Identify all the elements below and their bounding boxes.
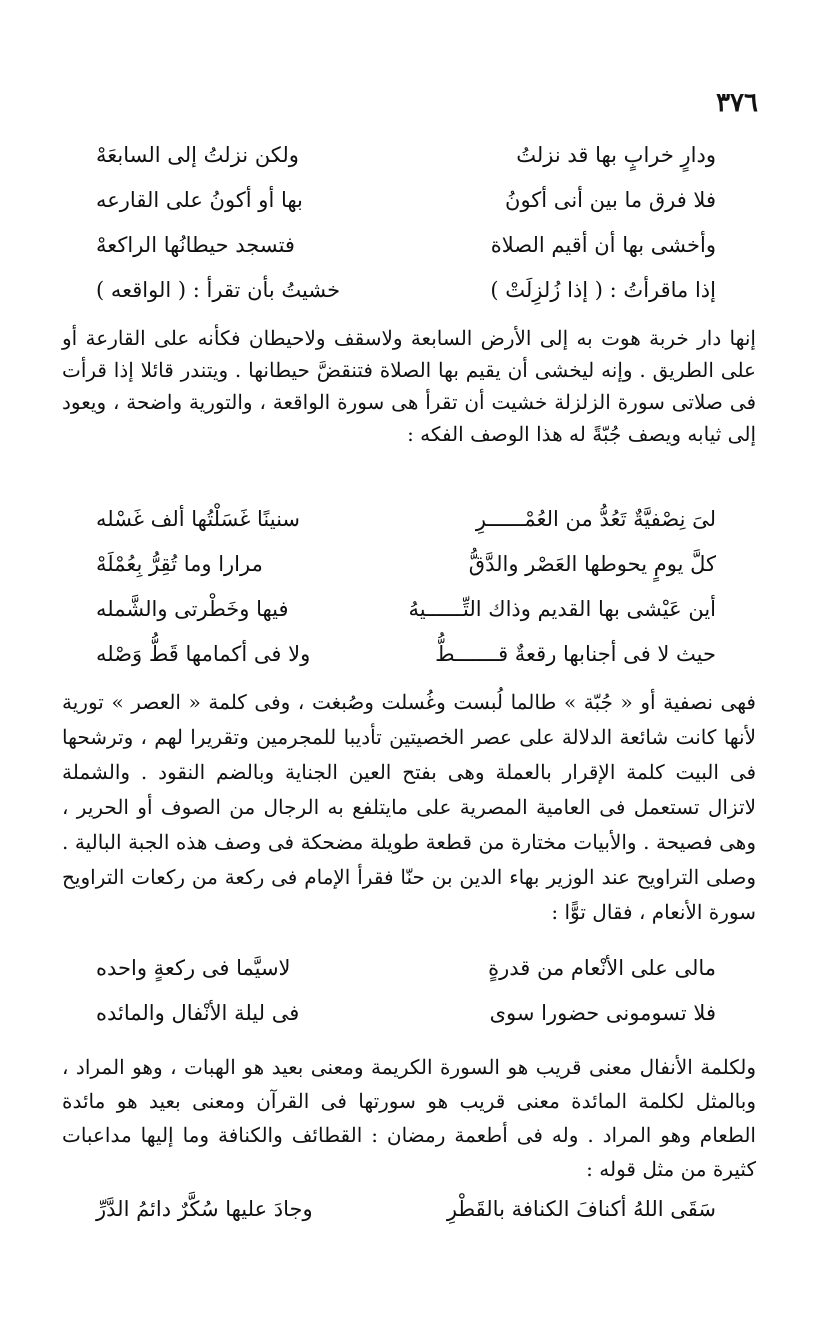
- verse-second-hemistich: بها أو أكونُ على القارعه: [96, 188, 303, 212]
- verse: [96, 1187, 716, 1232]
- verse-first-hemistich: فلا فرق ما بين أنى أكونُ: [505, 188, 716, 212]
- verse: [96, 542, 716, 587]
- verse-first-hemistich: ودارٍ خرابٍ بها قد نزلتُ: [516, 143, 716, 167]
- verse-second-hemistich: ولكن نزلتُ إلى السابعَهْ: [96, 143, 299, 167]
- verse-first-hemistich: أين عَيْشى بها القديم وذاك التِّــــــيهُ: [408, 597, 716, 621]
- verse: [96, 223, 716, 268]
- verse: [96, 946, 716, 991]
- verse: [96, 178, 716, 223]
- verse-second-hemistich: فيها وخَطْرتى والشَّمله: [96, 597, 289, 621]
- paragraph-text: فهى نصفية أو « جُبّة » طالما لُبست وغُسلت وصُبغت ، وفى كلمة « العصر » تورية لأنها كانت شائعة الدلالة على عصر الخصيتين تأديبا للمجرمين وتقريرا لهم ، وترشحها فى البيت كلمة الإقرار بالعملة وهى بفتح العين الجناية وبالضم النقود . والشملة لاتزال تستعمل فى العامية المصرية على مايتلفع به الرجال من الصوف أو الحرير ، وهى فصيحة . والأبيات مختارة من قطعة طويلة مضحكة فى وصف هذه الجبة البالية . وصلى التراويح عند الوزير بهاء الدين بن حنّا فقرأ الإمام فى ركعة من ركعات التراويح سورة الأنعام ، فقال توًّا :: [62, 690, 756, 924]
- paragraph-text: إنها دار خربة هوت به إلى الأرض السابعة ولاسقف ولاحيطان فكأنه على القارعة أو على الطريق . وإنه ليخشى أن يقيم بها الصلاة فتنقضَّ حيطانها . ويتندر قائلا إذا قرأت فى صلاتى سورة الزلزلة خشيت أن تقرأ هى سورة الواقعة ، والتورية واضحة ، ويعود إلى ثيابه ويصف جُبّةً له هذا الوصف الفكه :: [62, 326, 756, 446]
- poem-block-3: [96, 946, 716, 1036]
- page-number: ٣٧٦: [716, 88, 758, 118]
- verse-second-hemistich: ولا فى أكمامها قَطُّ وَصْله: [96, 642, 311, 666]
- prose-paragraph-3: [62, 1050, 756, 1186]
- verse-first-hemistich: سَقَى اللهُ أكنافَ الكنافة بالقَطْرِ: [446, 1197, 716, 1221]
- verse-second-hemistich: وجادَ عليها سُكَّرٌ دائمُ الدَّرِّ: [96, 1197, 313, 1221]
- verse: [96, 268, 716, 313]
- poem-block-4: [96, 1187, 716, 1232]
- verse-second-hemistich: فتسجد حيطانُها الراكعهْ: [96, 233, 295, 257]
- verse: [96, 632, 716, 677]
- verse-first-hemistich: لىَ نِصْفيَّةٌ تَعُدُّ من العُمْــــــرِ: [475, 507, 716, 531]
- verse-first-hemistich: حيث لا فى أجنابها رقعةٌ قـــــــطُّ: [435, 642, 716, 666]
- poem-block-1: [96, 133, 716, 313]
- verse-first-hemistich: فلا تسومونى حضورا سوى: [489, 1001, 716, 1025]
- verse-first-hemistich: مالى على الأنْعام من قدرةٍ: [488, 956, 716, 980]
- verse-second-hemistich: مرارا وما تُقِرُّ بِعُمْلَهْ: [96, 552, 263, 576]
- verse-second-hemistich: فى ليلة الأنْفال والمائده: [96, 1001, 300, 1025]
- verse: [96, 133, 716, 178]
- prose-paragraph-1: [62, 322, 756, 450]
- verse: [96, 497, 716, 542]
- verse-first-hemistich: وأخشى بها أن أقيم الصلاة: [490, 233, 716, 257]
- verse-second-hemistich: لاسيَّما فى ركعةٍ واحده: [96, 956, 291, 980]
- poem-block-2: [96, 497, 716, 677]
- verse-second-hemistich: خشيتُ بأن تقرأ : ( الواقعه ): [96, 278, 341, 302]
- paragraph-text: ولكلمة الأنفال معنى قريب هو السورة الكريمة ومعنى بعيد هو الهبات ، وهو المراد ، وبالمثل لكلمة المائدة معنى قريب هو سورتها فى القرآن ومعنى بعيد هو مائدة الطعام وهو المراد . وله فى أطعمة رمضان : القطائف والكنافة وما إليها مداعبات كثيرة من مثل قوله :: [62, 1055, 756, 1181]
- verse-first-hemistich: إذا ماقرأتُ : ( إذا زُلزِلَتْ ): [490, 278, 716, 302]
- verse: [96, 991, 716, 1036]
- verse: [96, 587, 716, 632]
- prose-paragraph-2: [62, 685, 756, 930]
- verse-first-hemistich: كلَّ يومٍ يحوطها العَصْر والدَّقُّ: [468, 552, 716, 576]
- verse-second-hemistich: سنينًا غَسَلْتُها ألف غَسْله: [96, 507, 301, 531]
